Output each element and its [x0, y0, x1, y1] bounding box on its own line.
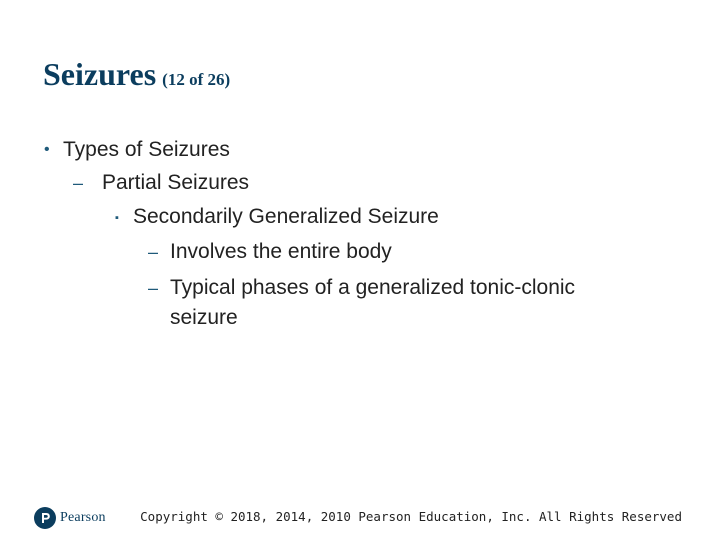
bullet-item: Involves the entire body: [170, 240, 392, 263]
bullet-marker: –: [148, 278, 159, 298]
bullet-item: Partial Seizures: [102, 171, 250, 194]
bullet-item: Typical phases of a generalized tonic-clonic: [170, 276, 576, 299]
bullet-marker: •: [44, 141, 50, 158]
slide-title-main: Seizures: [43, 56, 157, 92]
bullet-item-continuation: seizure: [170, 306, 238, 329]
pearson-logo: [34, 505, 106, 531]
bullet-item: Secondarily Generalized Seizure: [133, 205, 439, 228]
slide-counter: (12 of 26): [162, 70, 231, 89]
pearson-wordmark: Pearson: [60, 510, 106, 525]
copyright-notice: Copyright © 2018, 2014, 2010 Pearson Education, Inc. All Rights Reserved: [140, 509, 682, 524]
pearson-p-icon: [34, 507, 56, 529]
bullet-marker: –: [73, 173, 84, 193]
bullet-marker: ▪: [115, 212, 119, 224]
bullet-marker: –: [148, 242, 159, 262]
bullet-item: Types of Seizures: [63, 138, 230, 161]
